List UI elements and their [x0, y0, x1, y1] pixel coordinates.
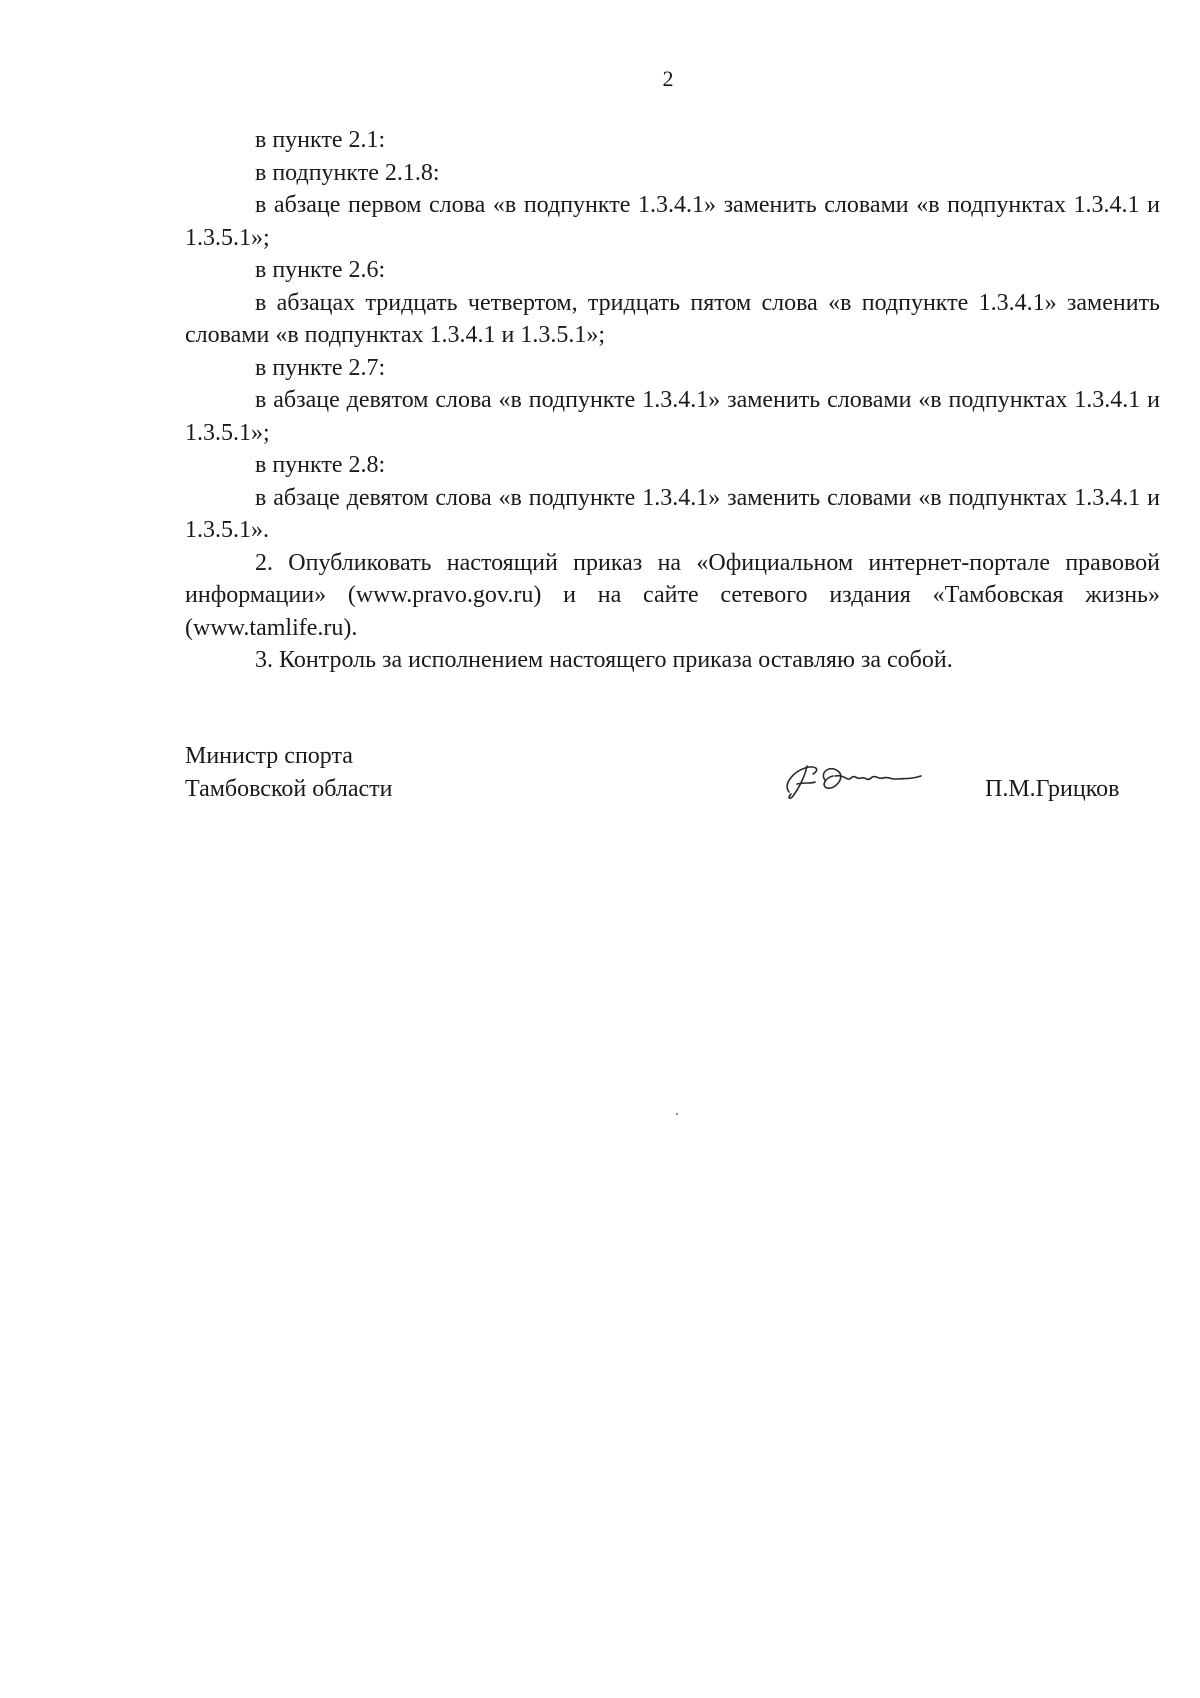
signer-title	[185, 740, 392, 805]
paragraph-point-2-1: в пункте 2.1:	[255, 127, 386, 153]
paragraph-amendment-2-1-8: в абзаце первом слова «в подпункте 1.3.4.1» заменить словами «в подпунктах 1.3.4.1 и 1.3.5.1»;	[185, 192, 1160, 251]
handwritten-signature	[775, 754, 940, 804]
signer-title-line-1: Министр спорта	[185, 743, 353, 769]
paragraph-point-2-7: в пункте 2.7:	[255, 354, 386, 381]
signer-title-line-2: Тамбовской области	[185, 775, 393, 802]
signer-name: П.М.Грицков	[985, 776, 1120, 802]
paragraph-amendment-2-8: в абзаце девятом слова «в подпункте 1.3.4.1» заменить словами «в подпунктах 1.3.4.1 и 1.3.5.1».	[185, 484, 1160, 543]
scan-speck	[676, 1113, 678, 1115]
paragraph-point-2-8: в пункте 2.8:	[255, 452, 386, 478]
paragraph-amendment-2-6: в абзацах тридцать четвертом, тридцать пятом слова «в подпункте 1.3.4.1» заменить словами «в подпунктах 1.3.4.1 и 1.3.5.1»;	[185, 289, 1160, 348]
page-number: 2	[662, 66, 674, 91]
paragraph-control: 3. Контроль за исполнением настоящего приказа оставляю за собой.	[255, 647, 953, 673]
paragraph-point-2-6: в пункте 2.6:	[255, 257, 386, 283]
paragraph-amendment-2-7: в абзаце девятом слова «в подпункте 1.3.4.1» заменить словами «в подпунктах 1.3.4.1 и 1.3.5.1»;	[185, 387, 1160, 446]
paragraph-subpoint-2-1-8: в подпункте 2.1.8:	[255, 159, 440, 186]
paragraph-publish-order: 2. Опубликовать настоящий приказ на «Официальном интернет-портале правовой информации» (www.pravo.gov.ru) и на сайте сетевого издания «Тамбовская жизнь» (www.tamlife.ru).	[185, 549, 1160, 641]
